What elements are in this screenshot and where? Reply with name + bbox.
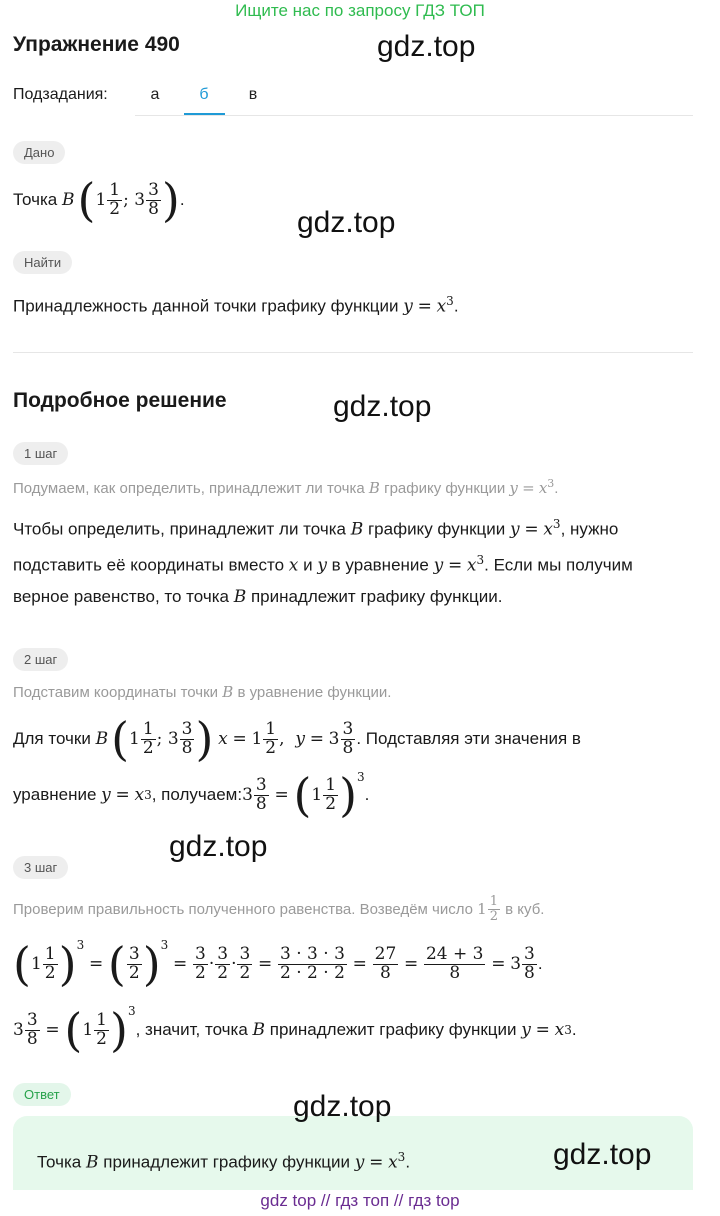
solution-title: Подробное решение [13,389,227,412]
step-1-hint: Подумаем, как определить, принадлежит ли точка B графику функции $y = x^3$. [13,477,559,497]
watermark: gdz.top [333,390,432,423]
tab-v[interactable]: в [248,86,258,103]
active-tab-indicator [184,113,225,115]
answer-chip: Ответ [13,1083,71,1106]
step-2-chip: 2 шаг [13,648,68,671]
step-1-line-1: Чтобы определить, принадлежит ли точка B графику функции $y = x^3$, нужно [13,517,619,540]
tab-a[interactable]: а [150,86,160,103]
step-1-line-2: подставить её координаты вместо x и y в уравнение $y = x^3$. Если мы получим [13,553,633,576]
watermark: gdz.top [293,1090,392,1123]
tabs-divider [135,115,693,116]
subtasks-label: Подзадания: [13,86,108,103]
answer-text: Точка B принадлежит графику функции $y = x^3$. [37,1150,411,1173]
tab-b[interactable]: б [199,86,209,103]
step-2-line-2: уравнение y = x 3 , получаем: 3 $\frac{3}{8}$ = ( 1 $\frac{1}{2}$ ) $^3$ . [13,768,370,822]
section-divider [13,352,693,353]
watermark: gdz.top [553,1138,652,1171]
given-point: B [62,190,75,210]
exercise-title: Упражнение 490 [13,33,180,56]
step-3-equation: ( 1 $\frac{1}{2}$ ) $^3$ = ( $\frac{3}{2}$ ) $^3$ = $\frac{3}{2}$ · $\frac{3}{2}$ · $\frac{3}{2}$ = $\frac{3 \cdot 3 \cdot 3}{2 \cdot 2 \cdot 2}$ = $\frac{27}{8}$ = $\frac{24 + 3}{8}$ = 3 $\frac{3}{8}$ . [13,937,543,991]
step-2-hint: Подставим координаты точки B в уравнение функции. [13,683,392,701]
given-text: Точка [13,190,58,209]
given-chip: Дано [13,141,65,164]
find-chip: Найти [13,251,72,274]
watermark: gdz.top [377,30,476,63]
footer-links[interactable]: gdz top // гдз топ // гдз top [0,1190,720,1216]
step-1-chip: 1 шаг [13,442,68,465]
step-1-line-3: верное равенство, то точка B принадлежит графику функции. [13,587,503,607]
find-statement: Принадлежность данной точки графику функции $y = x^3$. [13,294,459,317]
watermark: gdz.top [169,830,268,863]
watermark: gdz.top [297,206,396,239]
step-3-conclusion: 3 $\frac{3}{8}$ = ( 1 $\frac{1}{2}$ ) $^3$ , значит, точка B принадлежит графику функции y = x 3 . [13,1003,577,1057]
given-statement: Точка B ( 1 $\frac{1}{2}$ ; 3 $\frac{3}{8}$ ) . [13,173,185,227]
step-3-chip: 3 шаг [13,856,68,879]
search-banner: Ищите нас по запросу ГДЗ ТОП [235,1,485,20]
step-3-hint: Проверим правильность полученного равенства. Возведём число 1 $\frac{1}{2}$ в куб. [13,893,545,924]
step-2-line-1: Для точки B ( 1 $\frac{1}{2}$ ; 3 $\frac{3}{8}$ ) x = 1 $\frac{1}{2}$ , y = 3 $\frac{3}{8}$ . Подставляя эти значения в [13,712,581,766]
